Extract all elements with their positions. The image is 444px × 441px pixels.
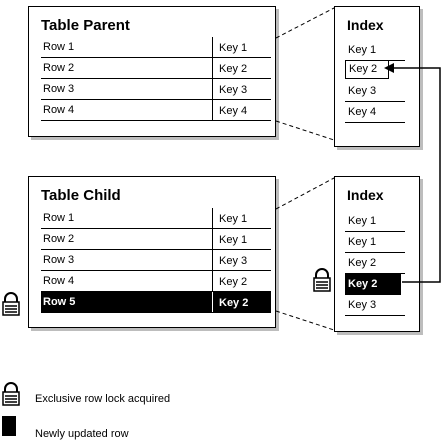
parent-index-panel (334, 6, 420, 147)
table-parent-panel (28, 6, 276, 137)
table-child-title: Table Child (41, 187, 121, 204)
list-item: Key 1 (345, 232, 405, 253)
legend-updated-swatch (2, 416, 16, 436)
lock-icon (313, 268, 331, 292)
child-index-title: Index (347, 187, 384, 203)
updated-table-row: Row 5 Key 2 (41, 292, 271, 313)
table-row: Row 4 Key 4 (41, 100, 271, 121)
table-row: Row 2 Key 2 (41, 58, 271, 79)
child-index-panel (334, 176, 420, 332)
list-item: Key 3 (345, 81, 405, 102)
list-item: Key 2 (345, 60, 389, 79)
list-item: Key 3 (345, 295, 405, 316)
table-row: Row 3 Key 3 (41, 79, 271, 100)
table-row: Row 2 Key 1 (41, 229, 271, 250)
list-item: Key 4 (345, 102, 405, 123)
dashed-connector (276, 121, 334, 140)
table-row: Row 4 Key 2 (41, 271, 271, 292)
updated-index-entry: Key 2 (345, 274, 401, 295)
legend-lock-icon (2, 382, 20, 406)
table-row: Row 1 Key 1 (41, 208, 271, 229)
parent-index-title: Index (347, 17, 384, 33)
legend-lock-label: Exclusive row lock acquired (35, 393, 171, 405)
dashed-connector (276, 8, 334, 38)
table-row: Row 1 Key 1 (41, 37, 271, 58)
list-item: Key 2 (345, 253, 405, 274)
lock-icon (2, 292, 20, 316)
dashed-connector (276, 178, 334, 209)
table-parent-title: Table Parent (41, 17, 130, 34)
table-child-panel (28, 176, 276, 328)
legend-updated-label: Newly updated row (35, 428, 129, 440)
dashed-connector (276, 311, 334, 330)
table-row: Row 3 Key 3 (41, 250, 271, 271)
list-item: Key 1 (345, 211, 405, 232)
list-item: Key 1 (345, 40, 405, 61)
